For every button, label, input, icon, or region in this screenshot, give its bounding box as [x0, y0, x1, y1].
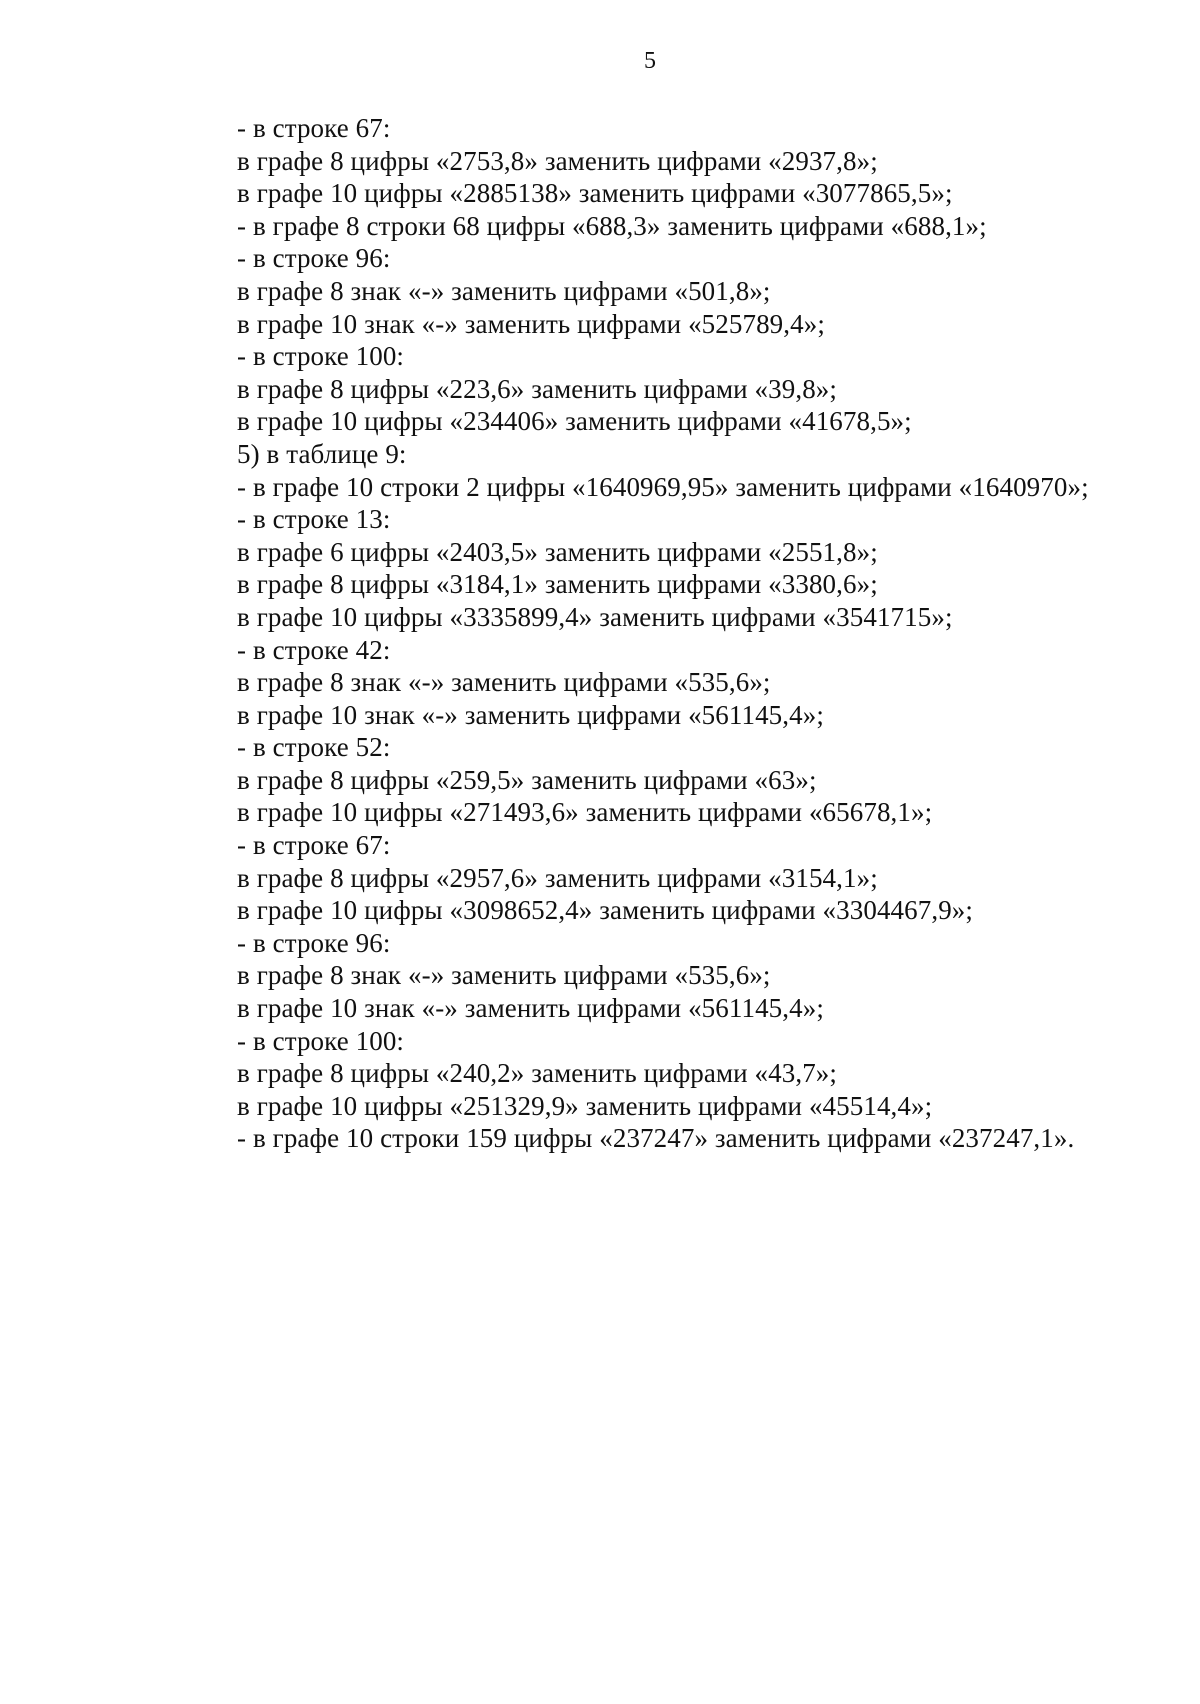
- text-line: в графе 8 цифры «2753,8» заменить цифрами «2937,8»;: [237, 145, 878, 176]
- text-line: в графе 10 знак «-» заменить цифрами «561145,4»;: [237, 993, 824, 1024]
- text-line: в графе 10 знак «-» заменить цифрами «525789,4»;: [237, 308, 825, 339]
- text-line: - в графе 10 строки 2 цифры «1640969,95» заменить цифрами «1640970»;: [237, 471, 1089, 502]
- text-line: в графе 8 цифры «2957,6» заменить цифрами «3154,1»;: [237, 862, 878, 893]
- text-line: - в строке 13:: [237, 504, 391, 535]
- text-line: - в графе 8 строки 68 цифры «688,3» заменить цифрами «688,1»;: [237, 210, 987, 241]
- text-line: 5) в таблице 9:: [237, 438, 407, 469]
- text-line: в графе 10 цифры «3335899,4» заменить цифрами «3541715»;: [237, 601, 953, 632]
- text-line: - в строке 96:: [237, 243, 391, 274]
- text-line: в графе 10 цифры «234406» заменить цифрами «41678,5»;: [237, 406, 912, 437]
- amendment-list: [237, 112, 1167, 1155]
- page-number: 5: [644, 48, 656, 74]
- text-line: - в строке 96:: [237, 927, 391, 958]
- text-line: в графе 8 знак «-» заменить цифрами «535,6»;: [237, 960, 771, 991]
- text-line: - в строке 100:: [237, 341, 405, 372]
- text-line: в графе 10 знак «-» заменить цифрами «561145,4»;: [237, 699, 824, 730]
- text-line: в графе 8 знак «-» заменить цифрами «501,8»;: [237, 275, 771, 306]
- text-line: - в строке 52:: [237, 732, 391, 763]
- text-line: - в строке 100:: [237, 1025, 405, 1056]
- text-line: - в графе 10 строки 159 цифры «237247» заменить цифрами «237247,1».: [237, 1123, 1075, 1154]
- text-line: в графе 10 цифры «3098652,4» заменить цифрами «3304467,9»;: [237, 895, 974, 926]
- text-line: - в строке 67:: [237, 830, 391, 861]
- text-line: в графе 10 цифры «2885138» заменить цифрами «3077865,5»;: [237, 178, 953, 209]
- text-line: в графе 8 знак «-» заменить цифрами «535,6»;: [237, 667, 771, 698]
- text-line: в графе 8 цифры «240,2» заменить цифрами «43,7»;: [237, 1058, 838, 1089]
- text-line: в графе 8 цифры «223,6» заменить цифрами «39,8»;: [237, 373, 838, 404]
- text-line: в графе 10 цифры «251329,9» заменить цифрами «45514,4»;: [237, 1090, 933, 1121]
- text-line: - в строке 67:: [237, 113, 391, 143]
- text-line: в графе 8 цифры «259,5» заменить цифрами «63»;: [237, 764, 817, 795]
- text-line: в графе 8 цифры «3184,1» заменить цифрами «3380,6»;: [237, 569, 878, 600]
- text-line: в графе 6 цифры «2403,5» заменить цифрами «2551,8»;: [237, 536, 878, 567]
- text-line: - в строке 42:: [237, 634, 391, 665]
- text-line: в графе 10 цифры «271493,6» заменить цифрами «65678,1»;: [237, 797, 933, 828]
